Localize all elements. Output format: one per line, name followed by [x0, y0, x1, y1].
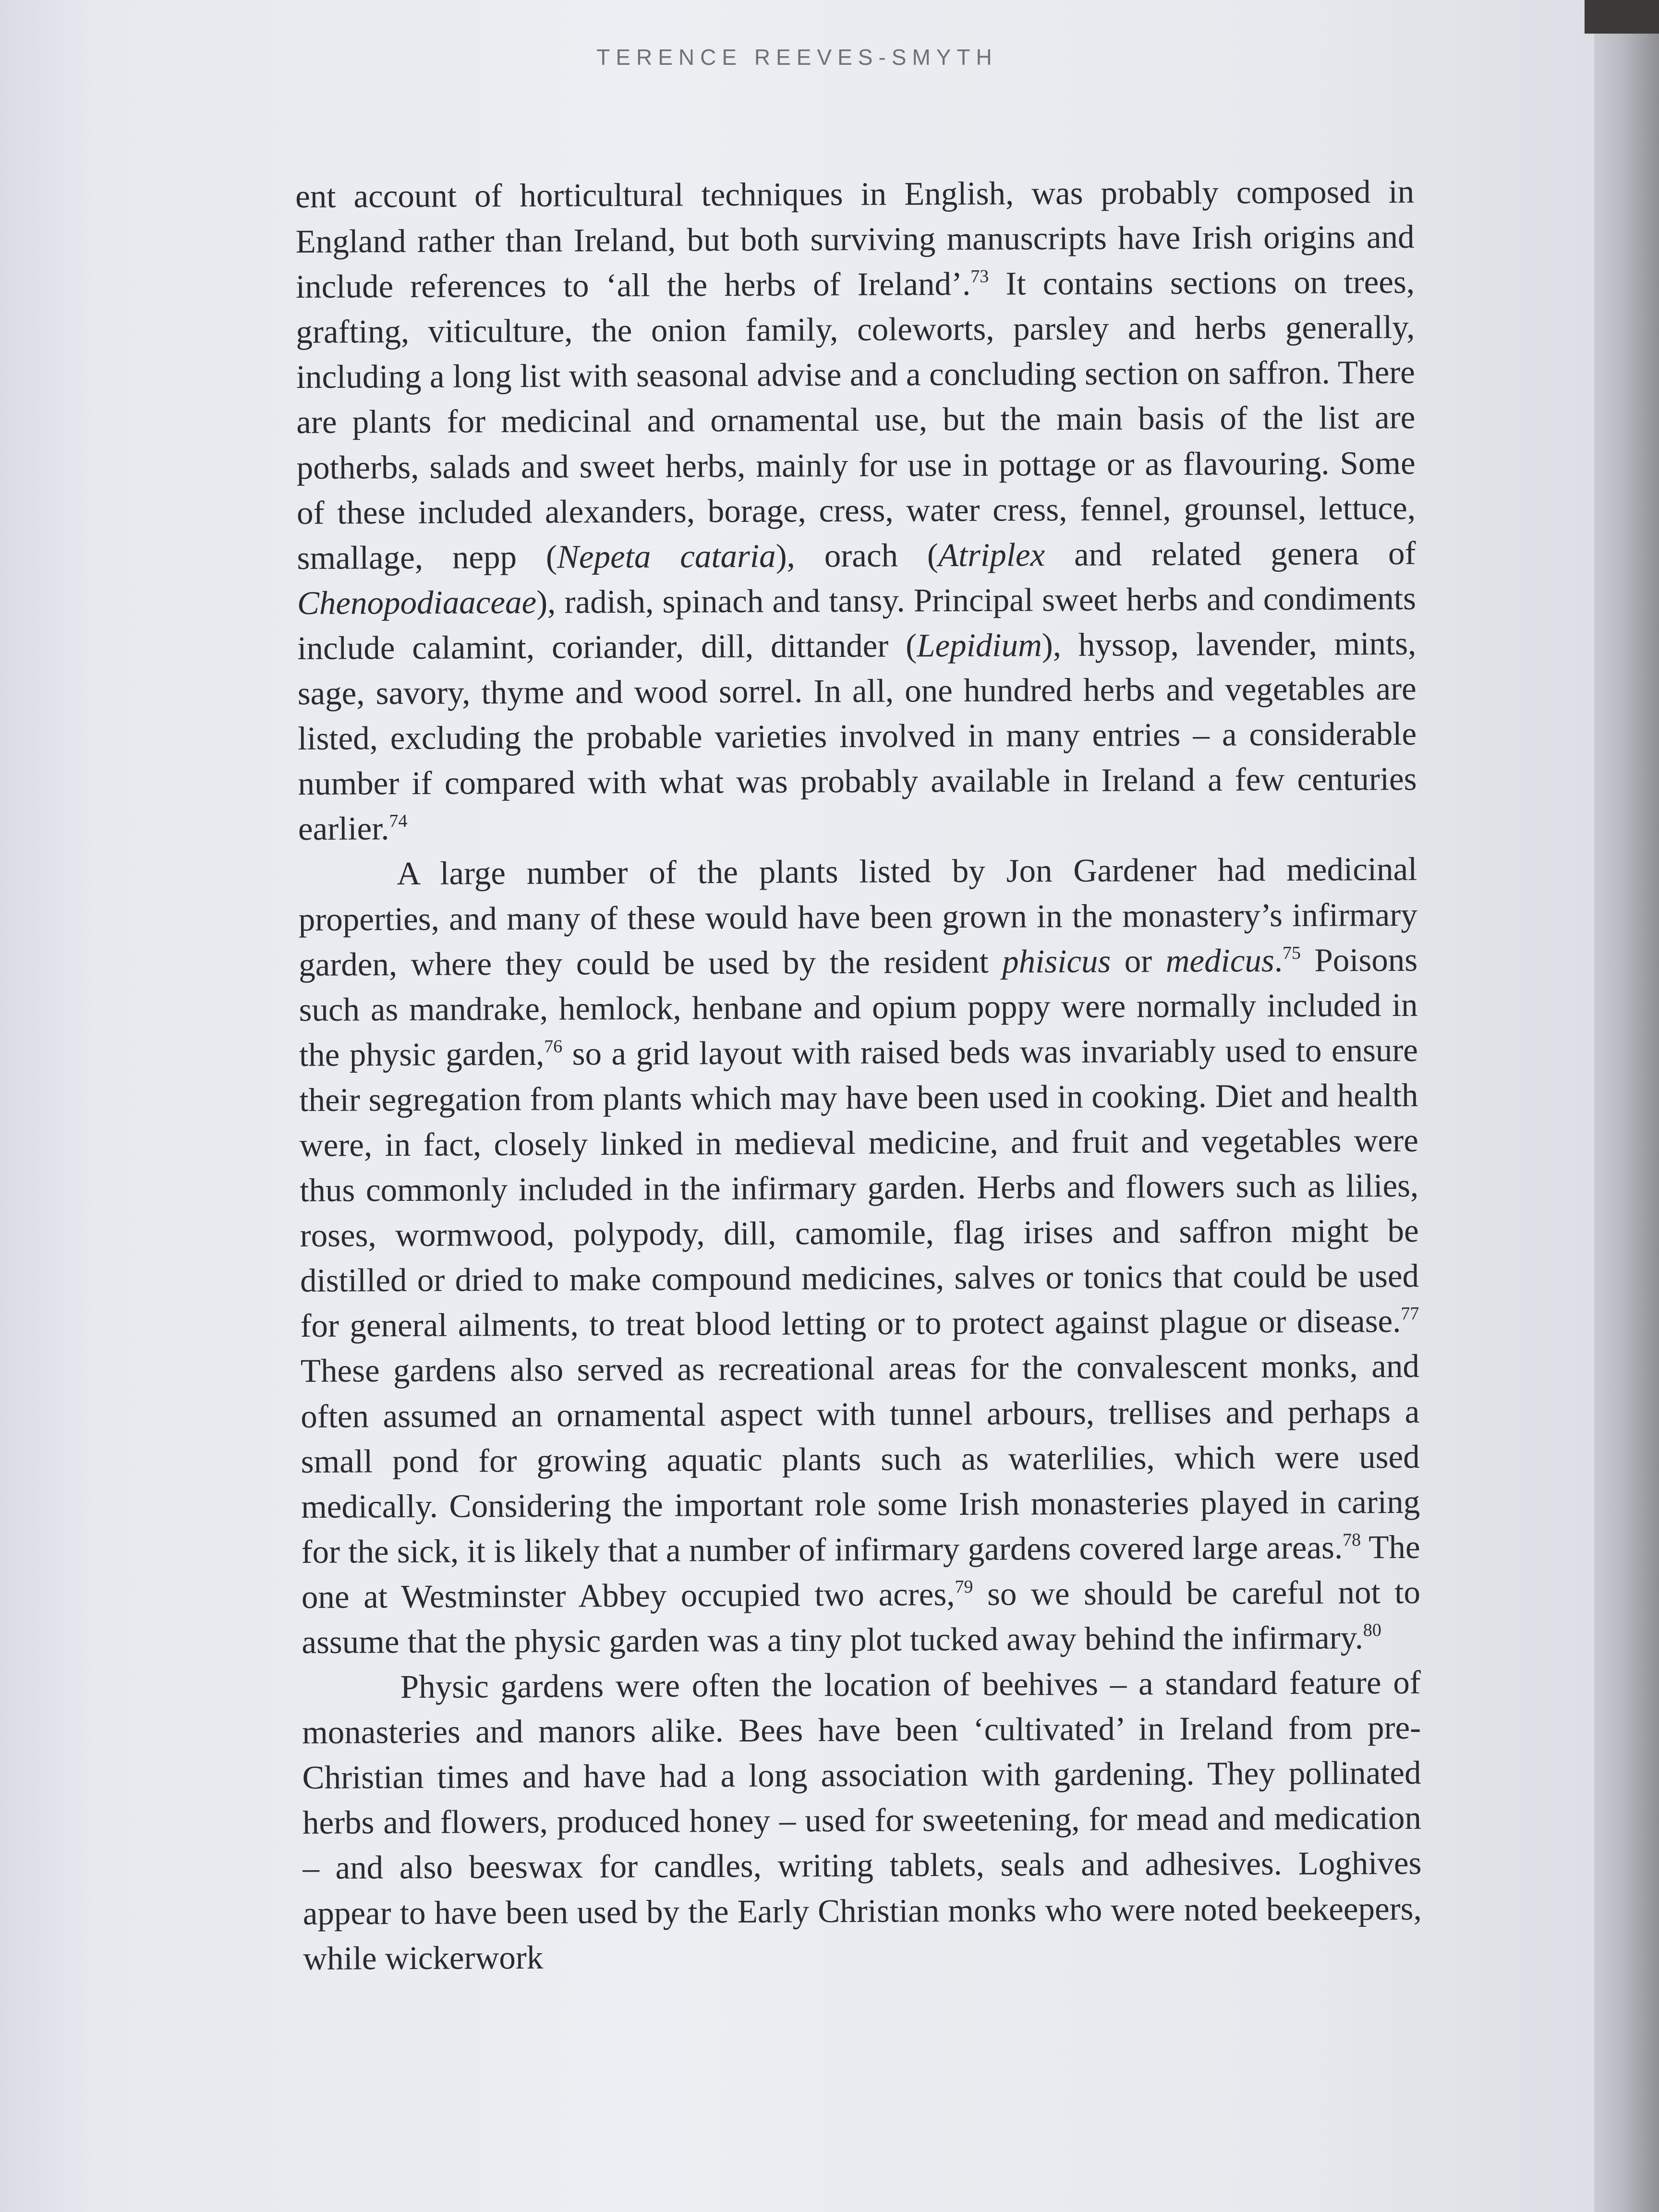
body-text	[295, 169, 1422, 1981]
text-run: These gardens also served as recreational areas for the convalescent monks, and often assumed an ornamental aspect with tunnel arbours, trellises and perhaps a small pond for growing aquatic plants such as waterlilies, which were used medically. Considering the important role some Irish monasteries played in caring for the sick, it is likely that a number of infirmary gardens covered large areas.	[300, 1348, 1420, 1570]
italic-term: Atriplex	[938, 536, 1045, 573]
paragraph-1	[295, 169, 1417, 852]
text-run: It contains sections on trees, grafting, viticulture, the onion family, coleworts, parsley and herbs generally, including a long list with seasonal advise and a concluding section on saffron. There are plants for medicinal and ornamental use, but the main basis of the list are potherbs, salads and sweet herbs, mainly for use in pottage or as flavouring. Some of these included alexanders, borage, cress, water cress, fennel, grounsel, lettuce, smallage, nepp (	[296, 264, 1416, 576]
text-run: or	[1111, 942, 1166, 979]
footnote-ref: 75	[1282, 943, 1301, 963]
running-head: TERENCE REEVES-SMYTH	[596, 45, 998, 70]
text-run: Physic gardens were often the location of beehives – a standard feature of monasteries and manors alike. Bees have been ‘cultivated’ in Ireland from pre-Christian times and have had a long association with gardening. They pollinated herbs and flowers, produced honey – used for sweetening, for mead and medication – and also beeswax for candles, writing tablets, seals and adhesives. Loghives appear to have been used by the Early Christian monks who were noted beekeepers, while wickerwork	[302, 1664, 1422, 1977]
footnote-ref: 73	[970, 266, 989, 287]
italic-term: Chenopodiaaceae	[297, 583, 537, 621]
text-run: ), orach (	[775, 536, 939, 574]
footnote-ref: 76	[544, 1036, 563, 1057]
text-run: The one at Westminster Abbey occupied two acres,	[301, 1528, 1420, 1615]
footnote-ref: 80	[1363, 1620, 1381, 1641]
paragraph-2	[298, 846, 1420, 1665]
text-run: Poisons such as mandrake, hemlock, henbane and opium poppy were normally included in the physic garden,	[299, 941, 1418, 1073]
italic-term: Lepidium	[916, 627, 1042, 664]
text-run: .	[1274, 942, 1283, 979]
background-corner	[1585, 0, 1659, 34]
text-run: so we should be careful not to assume that the physic garden was a tiny plot tucked away behind the infirmary.	[302, 1573, 1421, 1660]
page-edge	[1594, 0, 1659, 2212]
text-run: ), hyssop, lavender, mints, sage, savory, thyme and wood sorrel. In all, one hundred herbs and vegetables are listed, excluding the probable varieties involved in many entries – a considerable number if compared with what was probably available in Ireland a few centuries earlier.	[297, 625, 1417, 847]
paragraph-3	[302, 1660, 1422, 1981]
text-run: and related genera of	[1044, 534, 1416, 573]
italic-term: phisicus	[1002, 943, 1111, 980]
text-run: ), radish, spinach and tansy. Principal sweet herbs and condiments include calamint, coriander, dill, dittander (	[297, 580, 1417, 666]
footnote-ref: 78	[1342, 1530, 1361, 1550]
italic-term: Nepeta cataria	[557, 537, 776, 575]
footnote-ref: 74	[389, 811, 408, 832]
text-run: A large number of the plants listed by Jon Gardener had medicinal properties, and many of these would have been grown in the monastery’s infirmary garden, where they could be used by the resident	[298, 851, 1417, 983]
italic-term: medicus	[1165, 942, 1274, 979]
footnote-ref: 77	[1401, 1304, 1419, 1324]
footnote-ref: 79	[955, 1576, 973, 1597]
text-run: so a grid layout with raised beds was invariably used to ensure their segregation from plants which may have been used in cooking. Diet and health were, in fact, closely linked in medieval medicine, and fruit and vegetables were thus commonly included in the infirmary garden. Herbs and flowers such as lilies, roses, wormwood, polypody, dill, camomile, flag irises and saffron might be distilled or dried to make compound medicines, salves or tonics that could be used for general ailments, to treat blood letting or to protect against plague or disease.	[299, 1031, 1419, 1344]
text-run: ent account of horticultural techniques in English, was probably composed in England rather than Ireland, but both surviving manuscripts have Irish origins and include references to ‘all the herbs of Ireland’.	[295, 173, 1415, 305]
